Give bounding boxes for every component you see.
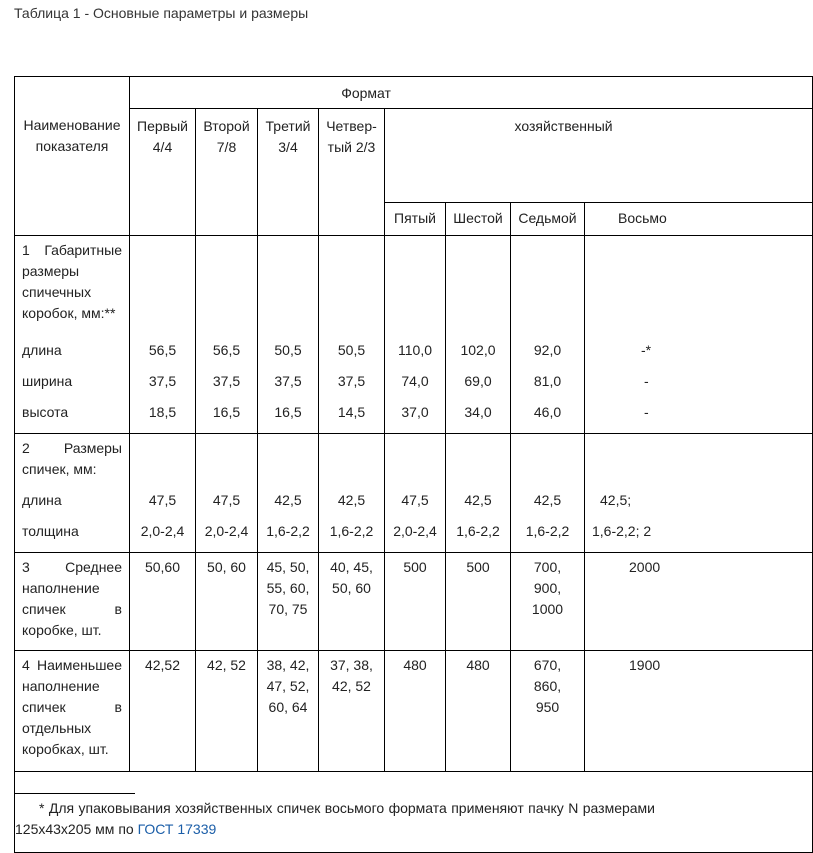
row-4-label: 4 Наименьшее наполнение спичек в отдельных коробках, шт. (15, 651, 130, 772)
footnote-cell (15, 772, 813, 853)
row-2-seventh: 42,5 1,6-2,2 (511, 434, 585, 553)
row-4-fourth: 37, 38, 42, 52 (319, 651, 385, 772)
row-3-fourth: 40, 45, 50, 60 (319, 553, 385, 651)
row-3-seventh: 700, 900, 1000 (511, 553, 585, 651)
header-household: хозяйственный (385, 109, 813, 203)
row-4-first: 42,52 (130, 651, 196, 772)
header-first: Первый 4/4 (130, 109, 196, 236)
row-1-third: 50,5 37,5 16,5 (258, 236, 319, 434)
row-2-first: 47,5 2,0-2,4 (130, 434, 196, 553)
footnote-text: * Для упаковывания хозяйственных спичек восьмого формата применяют пачку N размерами 125х43х205 мм по ГОСТ 17339 (15, 800, 655, 837)
row-3-label: 3 Среднее наполнение спичек в коробке, шт. (15, 553, 130, 651)
row-3-third: 45, 50, 55, 60, 70, 75 (258, 553, 319, 651)
header-seventh: Седьмой (511, 203, 585, 236)
gost-link[interactable]: ГОСТ 17339 (137, 821, 217, 837)
row-1-seventh: 92,0 81,0 46,0 (511, 236, 585, 434)
row-1-fifth: 110,0 74,0 37,0 (385, 236, 446, 434)
header-fourth: Четвер-тый 2/3 (319, 109, 385, 236)
row-2-fourth: 42,5 1,6-2,2 (319, 434, 385, 553)
row-4-eighth: 1900 (585, 651, 813, 772)
row-2-second: 47,5 2,0-2,4 (196, 434, 258, 553)
table-caption: Таблица 1 - Основные параметры и размеры (14, 5, 309, 21)
row-1-second: 56,5 37,5 16,5 (196, 236, 258, 434)
parameters-table-wrapper (14, 76, 683, 837)
row-1-first: 56,5 37,5 18,5 (130, 236, 196, 434)
header-third: Третий 3/4 (258, 109, 319, 236)
row-4-third: 38, 42, 47, 52, 60, 64 (258, 651, 319, 772)
header-eighth: Восьмо (585, 203, 813, 236)
row-2-fifth: 47,5 2,0-2,4 (385, 434, 446, 553)
header-fifth: Пятый (385, 203, 446, 236)
row-4-sixth: 480 (446, 651, 511, 772)
header-sixth: Шестой (446, 203, 511, 236)
row-2-label: 2 Размеры спичек, мм: длина толщина (15, 434, 130, 553)
parameters-table (14, 76, 813, 853)
header-format: Формат (130, 77, 813, 109)
row-4-seventh: 670, 860, 950 (511, 651, 585, 772)
row-4-fifth: 480 (385, 651, 446, 772)
row-2-third: 42,5 1,6-2,2 (258, 434, 319, 553)
row-2-eighth: 42,5; 1,6-2,2; 2 (585, 434, 813, 553)
row-3-sixth: 500 (446, 553, 511, 651)
row-3-fifth: 500 (385, 553, 446, 651)
row-4-second: 42, 52 (196, 651, 258, 772)
row-1-fourth: 50,5 37,5 14,5 (319, 236, 385, 434)
row-1-label: 1 Габаритные размеры спичечных коробок, мм:** длина ширина высота (15, 236, 130, 434)
header-second: Второй 7/8 (196, 109, 258, 236)
row-2-sixth: 42,5 1,6-2,2 (446, 434, 511, 553)
row-1-eighth: -* - - (585, 236, 813, 434)
row-3-first: 50,60 (130, 553, 196, 651)
row-1-sixth: 102,0 69,0 34,0 (446, 236, 511, 434)
row-3-second: 50, 60 (196, 553, 258, 651)
header-name-column: Наименование показателя (15, 77, 130, 236)
footnote-rule (15, 793, 135, 794)
row-3-eighth: 2000 (585, 553, 813, 651)
